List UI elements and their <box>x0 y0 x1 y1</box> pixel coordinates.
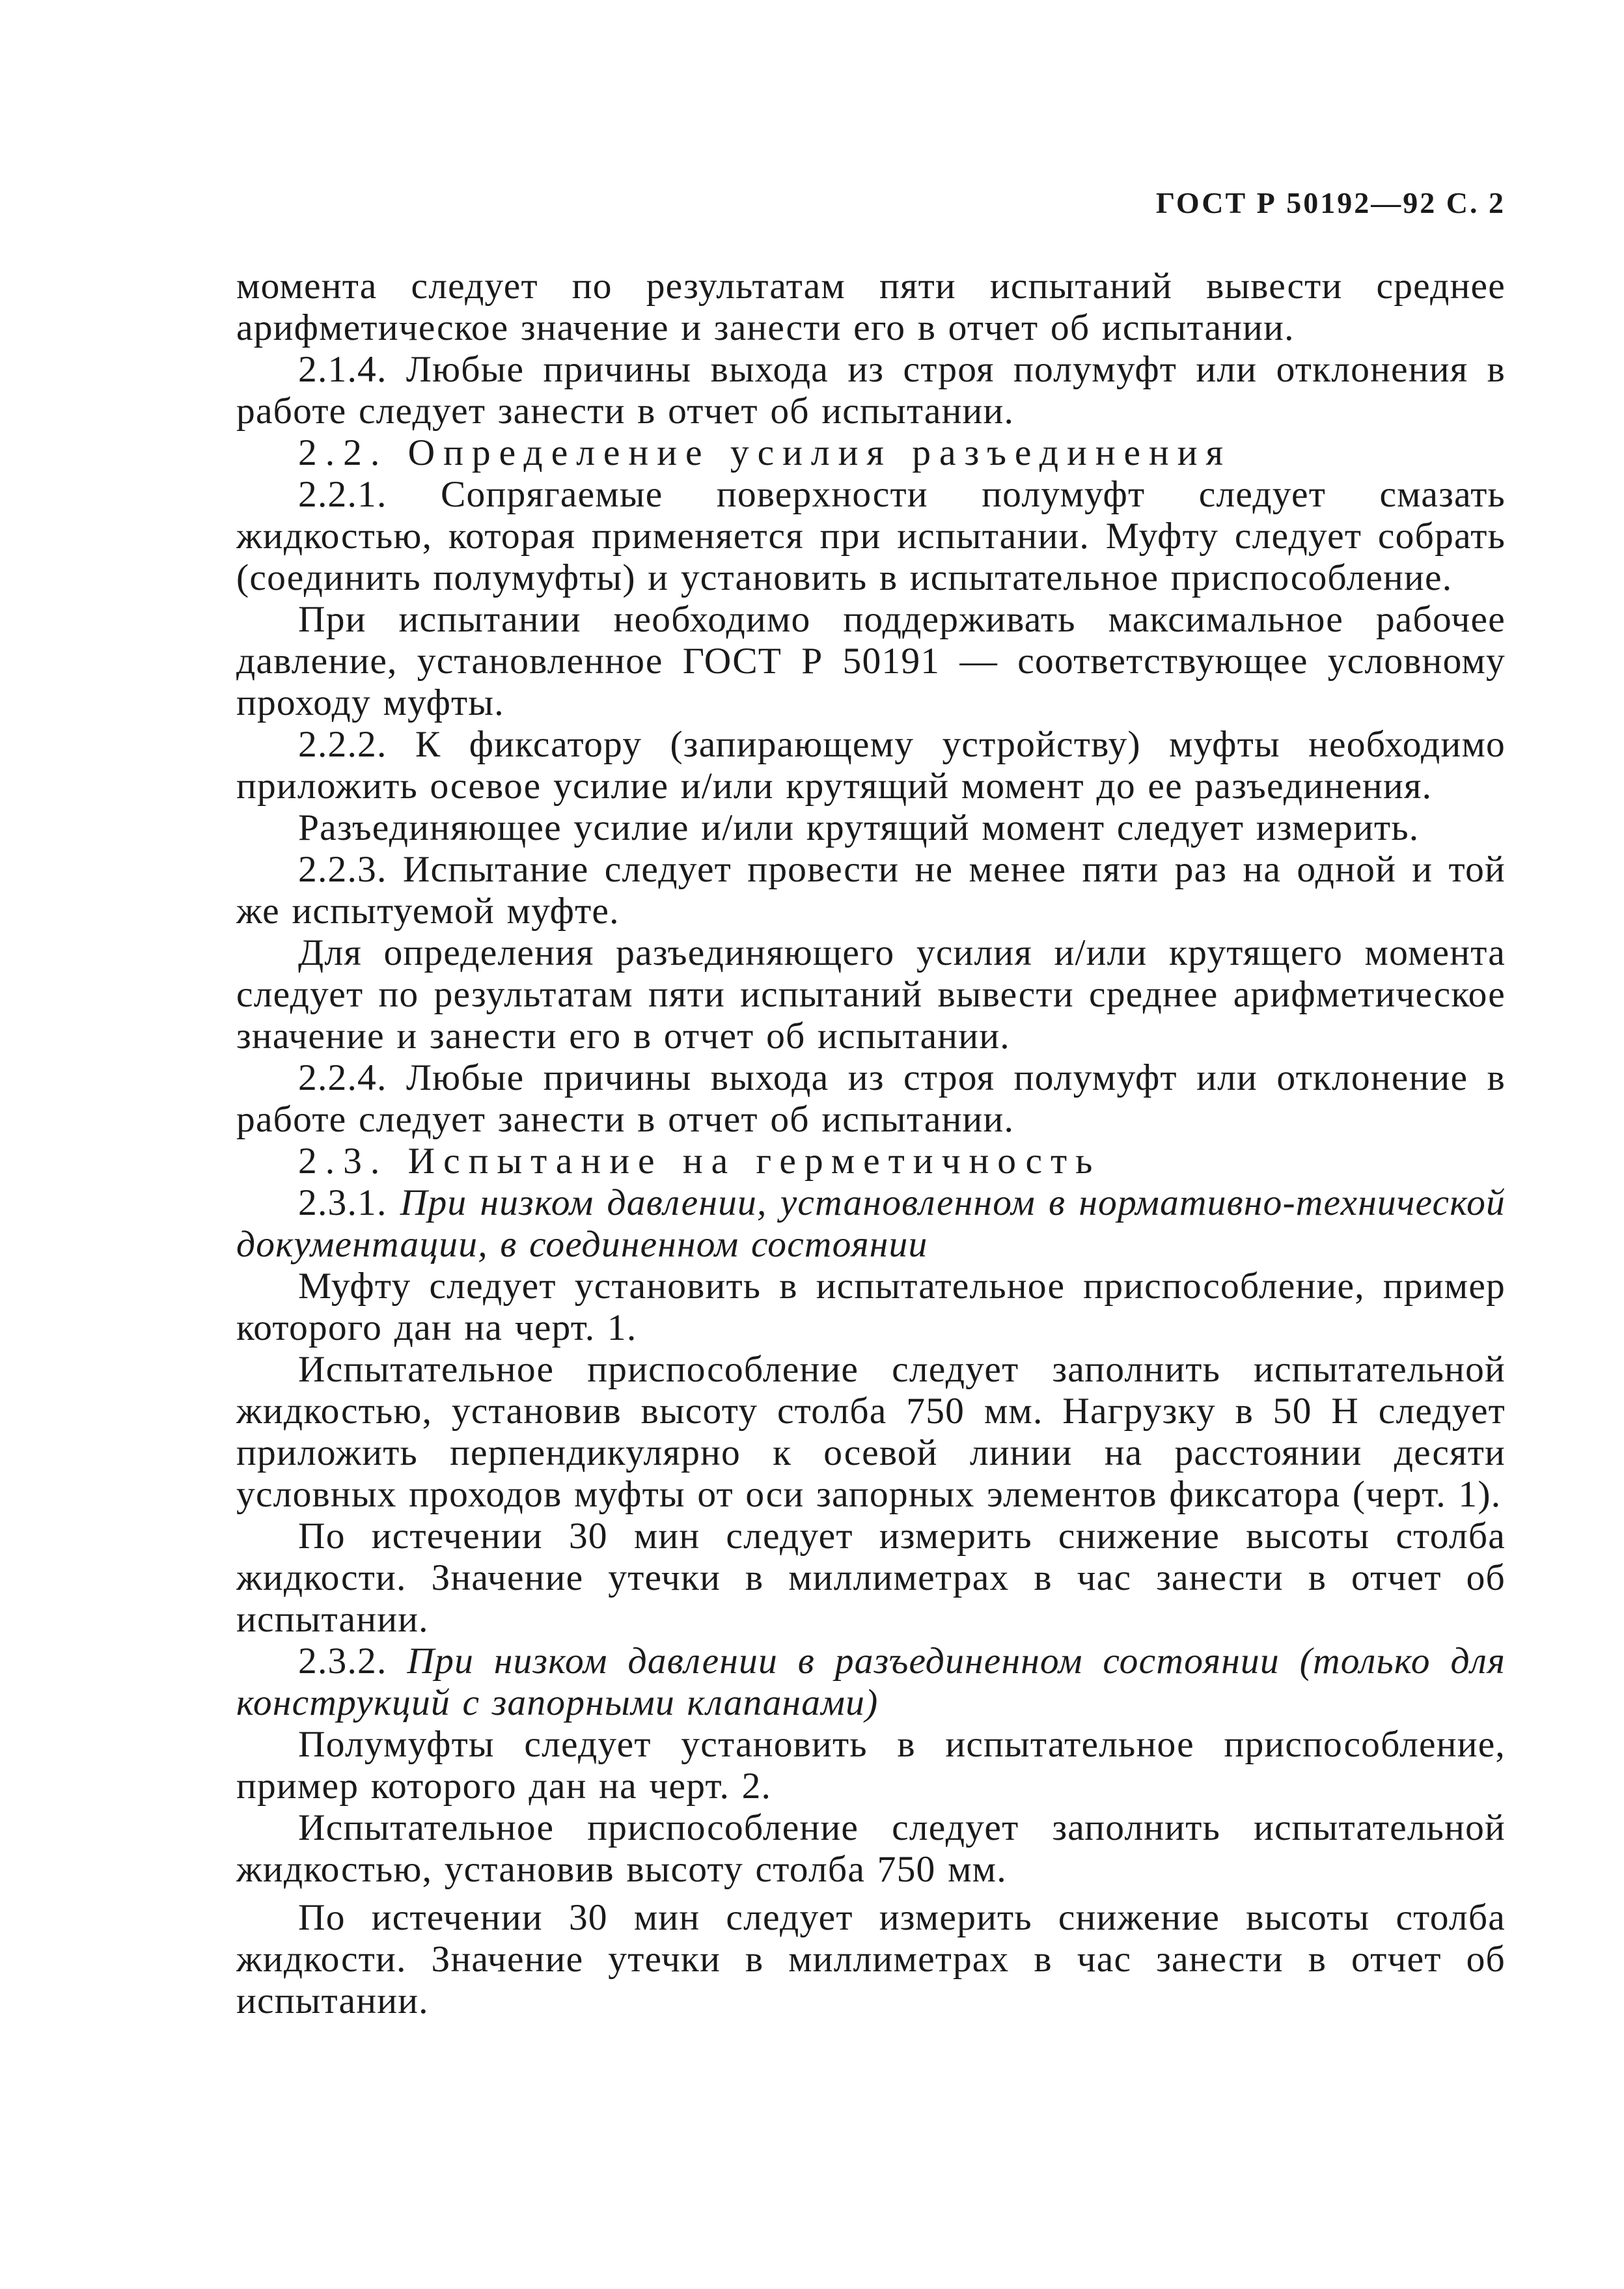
paragraph-fill-fixture-2: Испытательное приспособление следует заполнить испытательной жидкостью, установив высоту столба 750 мм. <box>236 1807 1506 1890</box>
paragraph-measure-force: Разъединяющее усилие и/или крутящий момент следует измерить. <box>298 807 1420 848</box>
clause-title-italic: При низком давлении в разъединенном состоянии (только для конструкций с запорными клапанами) <box>236 1641 1506 1723</box>
body-text <box>236 266 1506 2022</box>
paragraph-fill-fixture: Испытательное приспособление следует заполнить испытательной жидкостью, установив высоту столба 750 мм. Нагрузку в 50 Н следует приложить перпендикулярно к осевой линии на расстоянии десяти условных проходов муфты от оси запорных элементов фиксатора (черт. 1). <box>236 1349 1506 1515</box>
paragraph-install-halves: Полумуфты следует установить в испытательное приспособление, пример которого дан на черт. 2. <box>236 1724 1506 1807</box>
clause-2-3-1 <box>236 1182 1506 1266</box>
paragraph-average-force: Для определения разъединяющего усилия и/или крутящего момента следует по результатам пяти испытаний вывести среднее арифметическое значение и занести его в отчет об испытании. <box>236 932 1506 1057</box>
paragraph-working-pressure: При испытании необходимо поддерживать максимальное рабочее давление, установленное ГОСТ Р 50191 — соответствующее условному проходу муфты. <box>236 599 1506 723</box>
clause-2-2-3: 2.2.3. Испытание следует провести не менее пяти раз на одной и той же испытуемой муфте. <box>236 849 1506 932</box>
section-heading-2-3: 2.3. Испытание на герметичность <box>298 1141 1101 1182</box>
clause-2-3-2 <box>236 1641 1506 1724</box>
clause-number: 2.3.2. <box>298 1641 387 1682</box>
clause-2-1-4: 2.1.4. Любые причины выхода из строя полумуфт или отклонения в работе следует занести в отчет об испытании. <box>236 349 1506 432</box>
paragraph-measure-leak: По истечении 30 мин следует измерить снижение высоты столба жидкости. Значение утечки в миллиметрах в час занести в отчет об испытании. <box>236 1516 1506 1640</box>
paragraph-continuation: момента следует по результатам пяти испытаний вывести среднее арифметическое значение и занести его в отчет об испытании. <box>236 266 1506 348</box>
clause-title-italic: При низком давлении, установленном в нормативно-технической документации, в соединенном состоянии <box>236 1182 1506 1265</box>
clause-2-2-2: 2.2.2. К фиксатору (запирающему устройству) муфты необходимо приложить осевое усилие и/или крутящий момент до ее разъединения. <box>236 724 1506 807</box>
paragraph-install-coupling: Муфту следует установить в испытательное приспособление, пример которого дан на черт. 1. <box>236 1266 1506 1348</box>
clause-2-2-1: 2.2.1. Сопрягаемые поверхности полумуфт следует смазать жидкостью, которая применяется при испытании. Муфту следует собрать (соединить полумуфты) и установить в испытательное приспособление. <box>236 474 1506 598</box>
clause-2-2-4: 2.2.4. Любые причины выхода из строя полумуфт или отклонение в работе следует занести в отчет об испытании. <box>236 1057 1506 1140</box>
running-header: ГОСТ Р 50192—92 С. 2 <box>1155 186 1506 219</box>
section-heading-2-2: 2.2. Определение усилия разъединения <box>298 432 1232 473</box>
paragraph-measure-leak-2: По истечении 30 мин следует измерить снижение высоты столба жидкости. Значение утечки в миллиметрах в час занести в отчет об испытании. <box>236 1897 1506 2021</box>
clause-number: 2.3.1. <box>298 1182 387 1223</box>
